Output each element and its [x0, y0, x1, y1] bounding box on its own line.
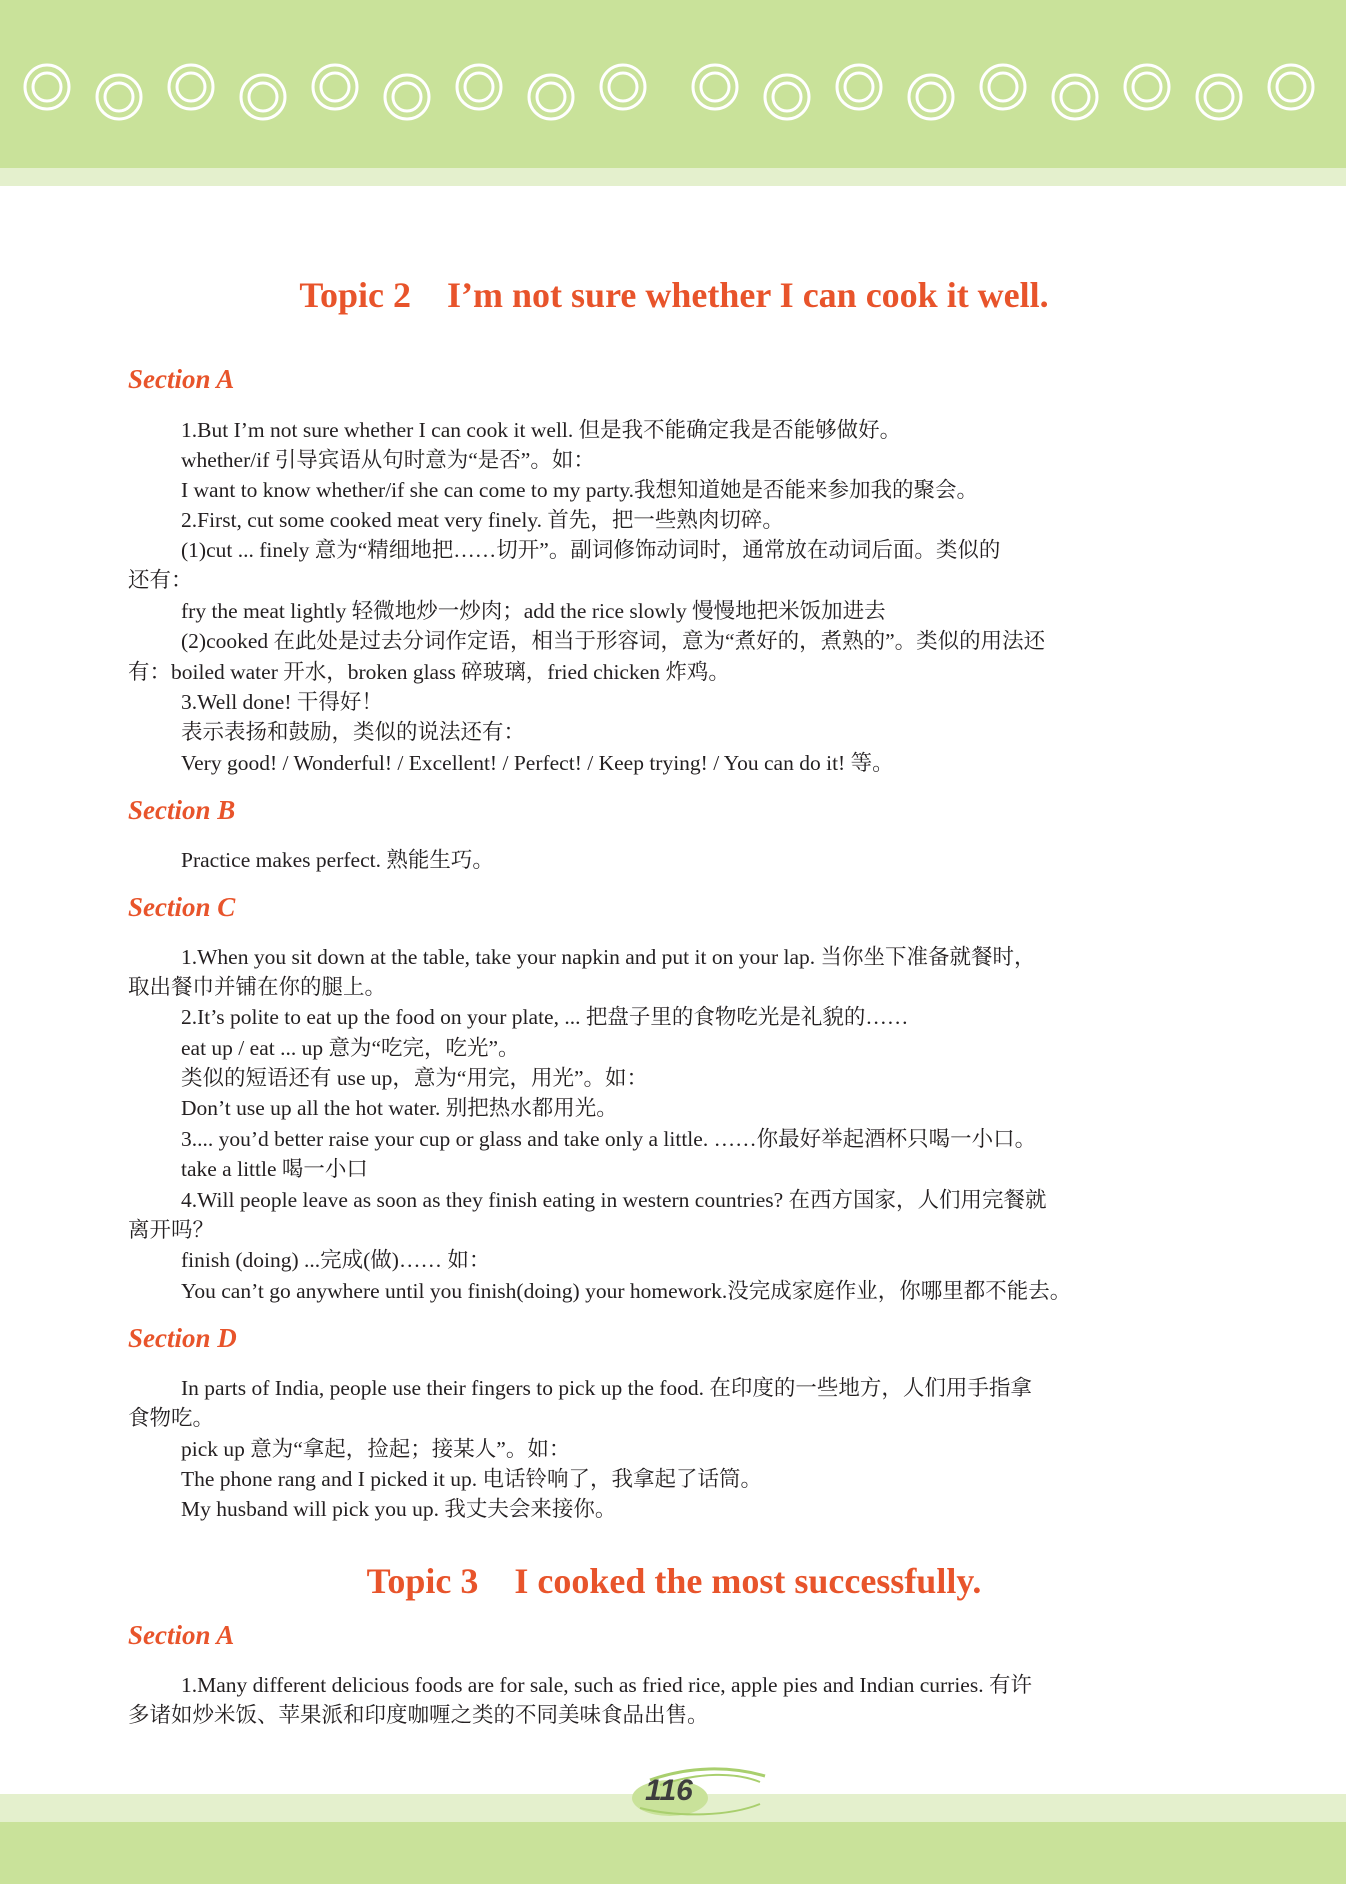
header-ring-decoration [0, 0, 1346, 168]
text-line: You can’t go anywhere until you finish(doing) your homework.没完成家庭作业，你哪里都不能去。 [181, 1279, 1072, 1303]
text-line: 类似的短语还有 use up，意为“用完，用光”。如： [181, 1066, 648, 1090]
text-line: 有：boiled water 开水，broken glass 碎玻璃，fried chicken 炸鸡。 [128, 660, 730, 684]
text-line: pick up 意为“拿起，捡起；接某人”。如： [181, 1437, 571, 1461]
ring-icon [313, 65, 357, 109]
text-line: 多诸如炒米饭、苹果派和印度咖喱之类的不同美味食品出售。 [128, 1703, 709, 1727]
text-line: 食物吃。 [128, 1406, 215, 1430]
topic-2-section-b-title: Section B [128, 795, 236, 825]
text-line: 2.First, cut some cooked meat very finely. 首先，把一些熟肉切碎。 [181, 508, 784, 532]
text-line: The phone rang and I picked it up. 电话铃响了，我拿起了话筒。 [181, 1467, 763, 1491]
ring-icon [765, 75, 809, 119]
text-line: 1.When you sit down at the table, take your napkin and put it on your lap. 当你坐下准备就餐时， [181, 945, 1036, 969]
ring-icon [457, 65, 501, 109]
text-line: take a little 喝一小口 [181, 1157, 368, 1181]
text-line: 3.Well done! 干得好！ [181, 690, 383, 714]
ring-icon [97, 75, 141, 119]
text-line: 离开吗？ [128, 1218, 215, 1242]
topic-3-section-a-title: Section A [128, 1620, 235, 1650]
text-line: I want to know whether/if she can come to my party.我想知道她是否能来参加我的聚会。 [181, 478, 978, 502]
page-number-swoosh-icon [620, 1758, 770, 1818]
text-line: fry the meat lightly 轻微地炒一炒肉；add the rice slowly 慢慢地把米饭加进去 [181, 599, 886, 623]
text-line: Very good! / Wonderful! / Excellent! / Perfect! / Keep trying! / You can do it! 等。 [181, 751, 894, 775]
ring-icon [837, 65, 881, 109]
text-line: whether/if 引导宾语从句时意为“是否”。如： [181, 448, 595, 472]
ring-icon [981, 65, 1025, 109]
text-line: 表示表扬和鼓励，类似的说法还有： [181, 720, 526, 744]
text-line: 还有： [128, 568, 193, 592]
text-line: My husband will pick you up. 我丈夫会来接你。 [181, 1497, 617, 1521]
text-line: (2)cooked 在此处是过去分词作定语，相当于形容词，意为“煮好的，煮熟的”。类似的用法还 [181, 629, 1046, 653]
text-line: 3.... you’d better raise your cup or glass and take only a little. ……你最好举起酒杯只喝一小口。 [181, 1127, 1037, 1151]
ring-icon [601, 65, 645, 109]
page-number: 116 [645, 1774, 693, 1807]
text-line: 4.Will people leave as soon as they finish eating in western countries? 在西方国家，人们用完餐就 [181, 1188, 1047, 1212]
topic-2-section-c-title: Section C [128, 892, 236, 922]
text-line: 1.But I’m not sure whether I can cook it well. 但是我不能确定我是否能够做好。 [181, 418, 902, 442]
footer-band [0, 1822, 1346, 1884]
ring-icon [1053, 75, 1097, 119]
ring-icon [693, 65, 737, 109]
text-line: 取出餐巾并铺在你的腿上。 [128, 975, 387, 999]
ring-icon [241, 75, 285, 119]
topic-2-title: Topic 2 I’m not sure whether I can cook it well. [299, 275, 1049, 315]
header-strip [0, 168, 1346, 186]
text-line: (1)cut ... finely 意为“精细地把……切开”。副词修饰动词时，通常放在动词后面。类似的 [181, 538, 1001, 562]
ring-icon [529, 75, 573, 119]
topic-3-title: Topic 3 I cooked the most successfully. [366, 1561, 982, 1601]
ring-icon [1197, 75, 1241, 119]
text-line: eat up / eat ... up 意为“吃完，吃光”。 [181, 1036, 520, 1060]
text-line: Don’t use up all the hot water. 别把热水都用光。 [181, 1096, 618, 1120]
ring-icon [385, 75, 429, 119]
ring-icon [1125, 65, 1169, 109]
page-number-badge [620, 1758, 770, 1818]
topic-2-section-a-title: Section A [128, 364, 235, 394]
text-line: finish (doing) ...完成(做)…… 如： [181, 1248, 491, 1272]
ring-icon [169, 65, 213, 109]
ring-icon [1269, 65, 1313, 109]
text-line: In parts of India, people use their fingers to pick up the food. 在印度的一些地方，人们用手指拿 [181, 1376, 1032, 1400]
ring-icon [909, 75, 953, 119]
text-line: Practice makes perfect. 熟能生巧。 [181, 848, 494, 872]
text-line: 1.Many different delicious foods are for sale, such as fried rice, apple pies and Indian curries. 有许 [181, 1673, 1032, 1697]
topic-2-section-d-title: Section D [128, 1323, 237, 1353]
text-line: 2.It’s polite to eat up the food on your plate, ... 把盘子里的食物吃光是礼貌的…… [181, 1005, 909, 1029]
ring-icon [25, 65, 69, 109]
